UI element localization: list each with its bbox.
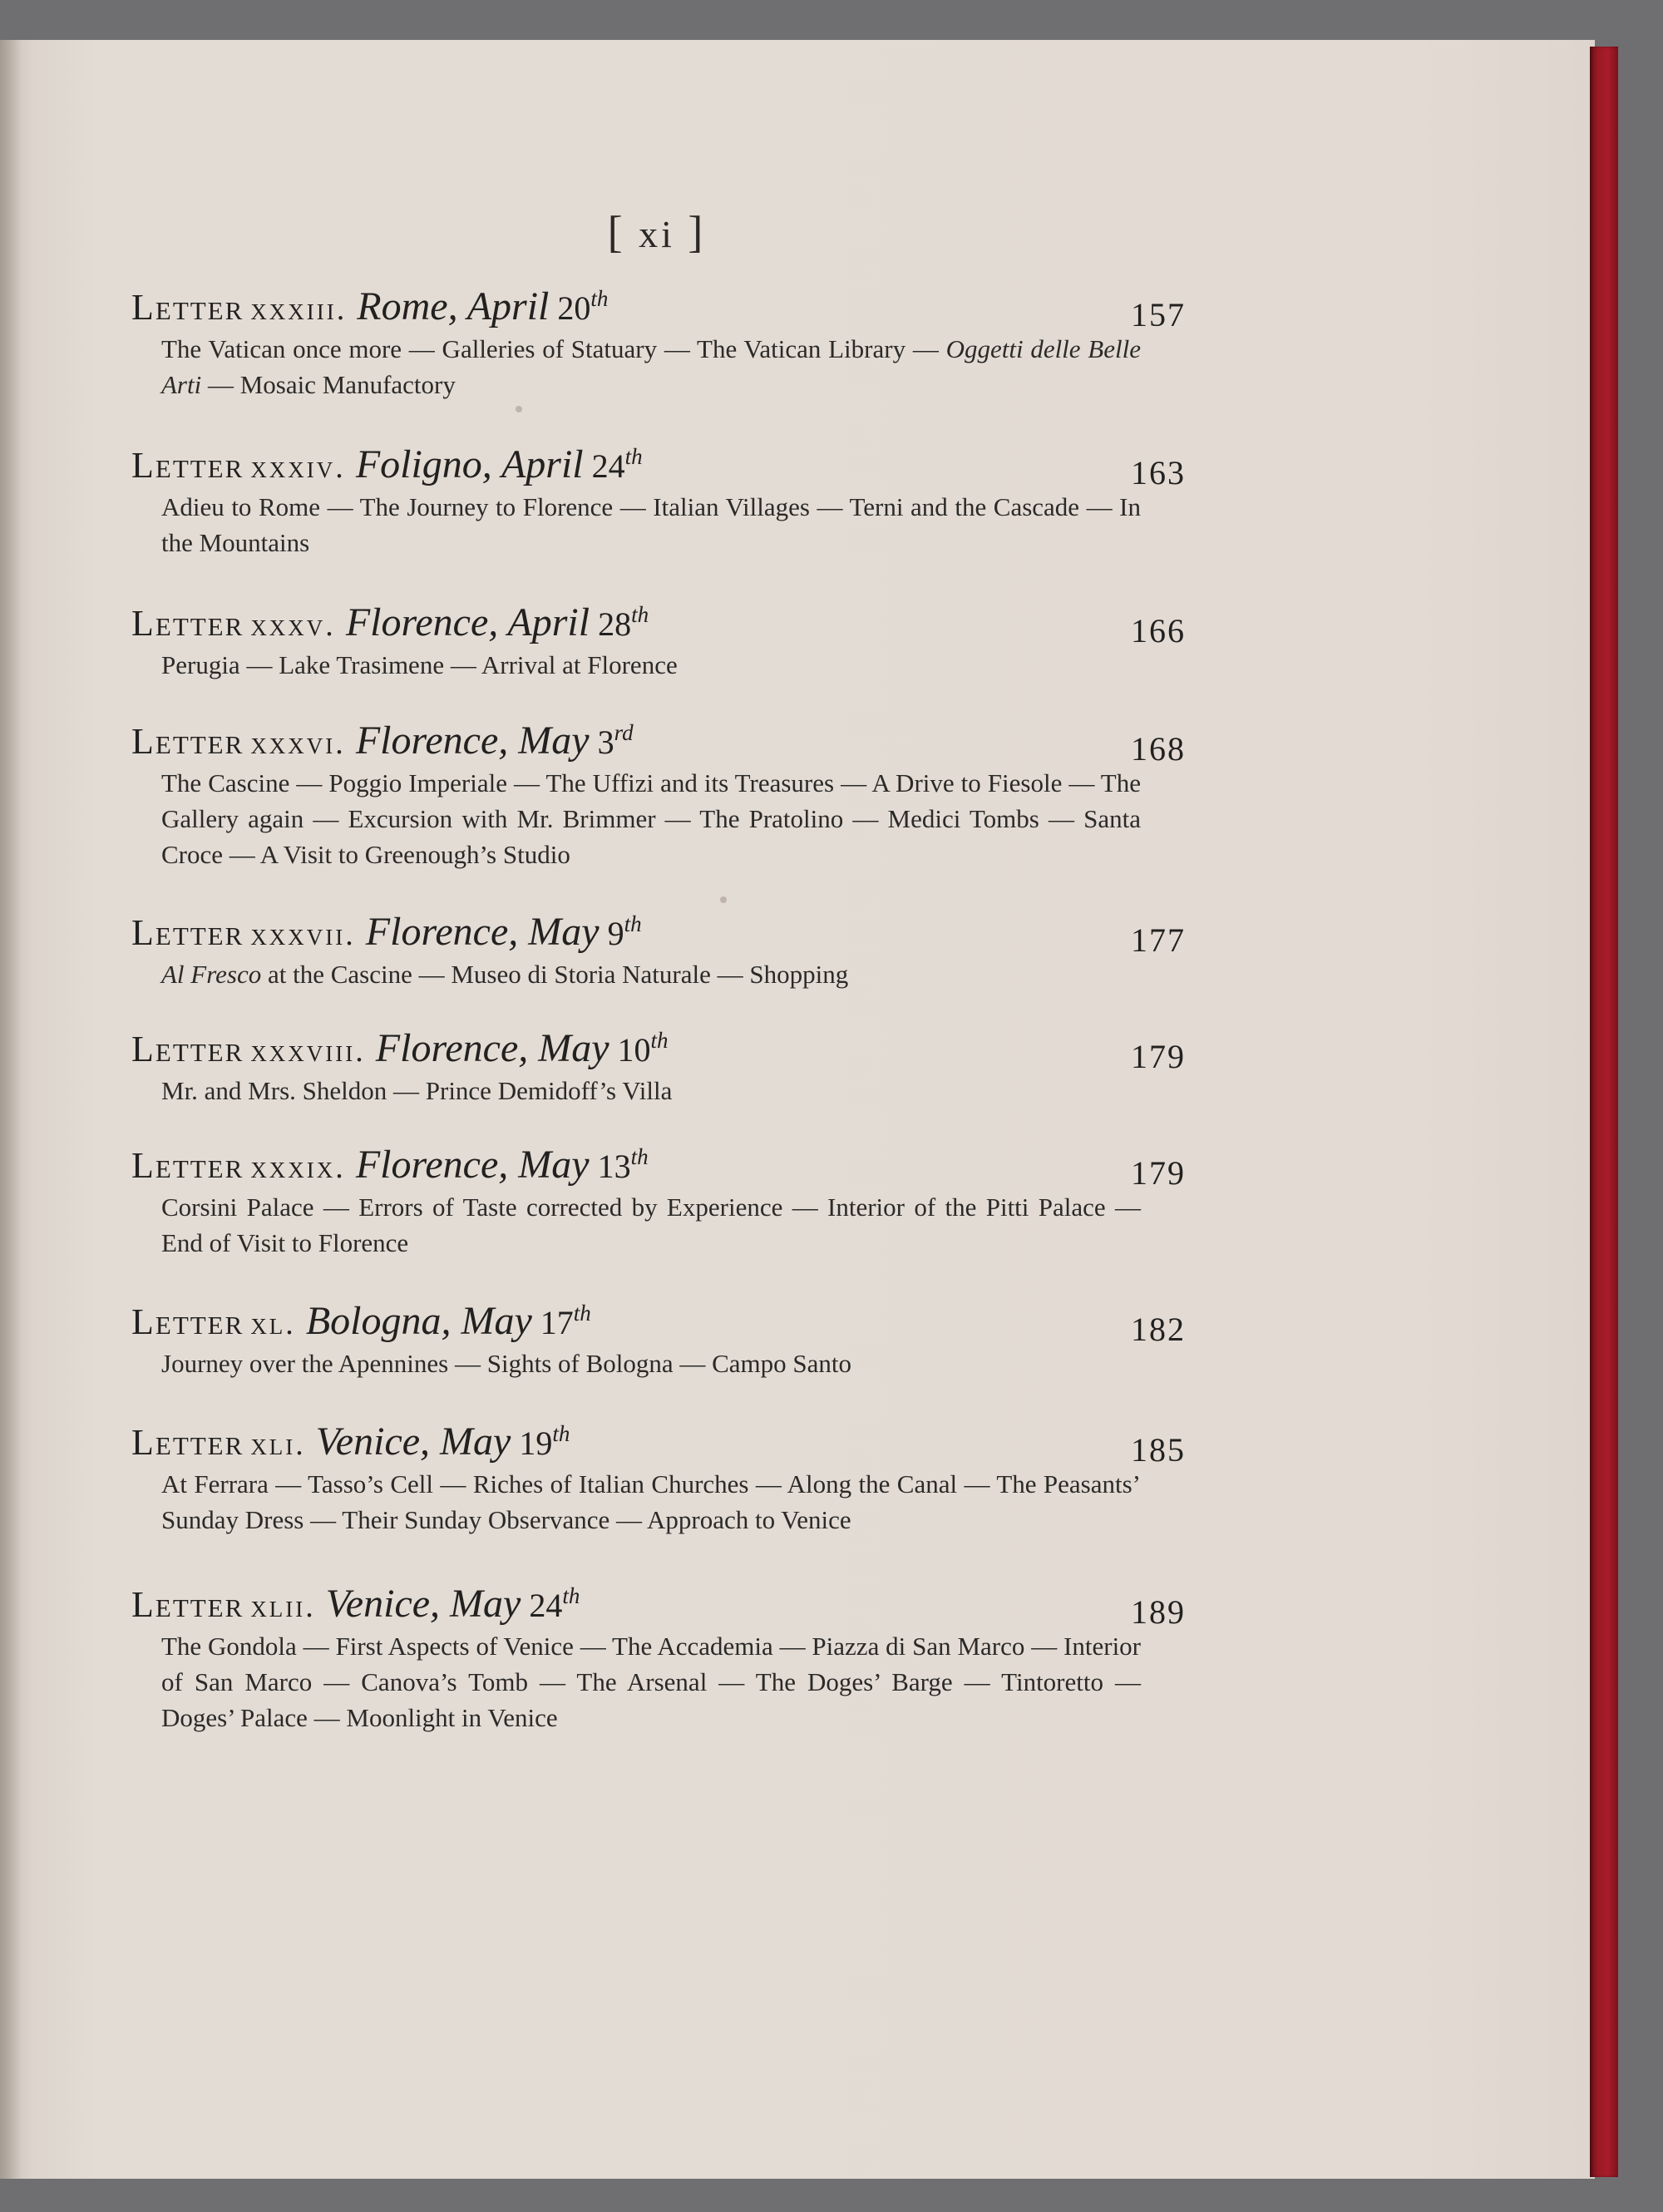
entry-heading [131, 1415, 1186, 1469]
letter-place-date: Rome, April [357, 284, 550, 328]
summary-text: at the Cascine — Museo di Storia Naturale — Shopping [261, 960, 849, 989]
day-suffix: th [631, 602, 649, 627]
letter-label: Letter [131, 1029, 244, 1069]
toc-entry [131, 437, 1186, 595]
letter-numeral: xxxv. [250, 608, 336, 643]
letter-label: Letter [131, 912, 244, 953]
toc-entry [131, 1415, 1186, 1577]
paper-speck [720, 896, 727, 903]
entry-summary: Corsini Palace — Errors of Taste corrected by Experience — Interior of the Pitti Palace — End of Visit to Florence [161, 1192, 1141, 1257]
letter-day: 28 [598, 605, 632, 643]
entry-summary: Mr. and Mrs. Sheldon — Prince Demidoff’s Villa [161, 1076, 673, 1105]
letter-place-date: Florence, May [355, 718, 590, 763]
entry-page-number: 177 [1131, 921, 1186, 959]
entry-page-number: 185 [1131, 1431, 1186, 1469]
entry-heading [131, 595, 1186, 650]
letter-numeral: xxxiv. [250, 450, 346, 485]
entry-heading [131, 905, 1186, 960]
letter-place-date: Florence, April [345, 600, 590, 644]
day-suffix: th [624, 444, 643, 469]
letter-day: 9 [607, 915, 624, 952]
letter-numeral: xlii. [250, 1589, 316, 1624]
letter-numeral: xli. [250, 1427, 306, 1462]
entry-summary [161, 956, 1141, 992]
day-suffix: th [590, 286, 609, 311]
entry-heading [131, 1294, 1186, 1349]
paper-speck [516, 406, 522, 412]
entry-page-number: 179 [1131, 1154, 1186, 1192]
letter-place-date: Venice, May [315, 1420, 511, 1464]
toc-entry [131, 279, 1186, 437]
entry-heading [131, 1021, 1186, 1076]
day-suffix: rd [614, 720, 634, 745]
letter-label: Letter [131, 603, 244, 644]
entry-page-number: 182 [1131, 1311, 1186, 1348]
toc-entry [131, 1577, 1186, 1760]
page-number-header [599, 206, 715, 258]
day-suffix: th [624, 911, 642, 936]
letter-label: Letter [131, 721, 244, 762]
entry-summary: The Cascine — Poggio Imperiale — The Uffizi and its Treasures — A Drive to Fiesole — The Gallery again — Excursion with Mr. Brimmer — The Pratolino — Medici Tombs — Santa Croce — A Visit to Greenough’s Studio [161, 768, 1141, 869]
entry-summary: At Ferrara — Tasso’s Cell — Riches of Italian Churches — Along the Canal — The Peasants’ Sunday Dress — Their Sunday Observance — Approach to Venice [161, 1469, 1141, 1534]
entry-heading [131, 279, 1186, 334]
entry-summary [161, 331, 1141, 402]
toc-entry [131, 905, 1186, 1021]
entry-page-number: 157 [1131, 296, 1186, 333]
day-suffix: th [630, 1144, 649, 1169]
day-suffix: th [650, 1028, 669, 1053]
letter-numeral: xxxvii. [250, 917, 356, 952]
toc-entry [131, 1294, 1186, 1415]
entry-page-number: 168 [1131, 730, 1186, 768]
letter-place-date: Foligno, April [355, 442, 584, 486]
day-suffix: th [573, 1301, 591, 1326]
letter-place-date: Florence, May [355, 1143, 590, 1187]
letter-numeral: xxxvi. [250, 726, 346, 761]
entry-summary: The Gondola — First Aspects of Venice — The Accademia — Piazza di San Marco — Interior of San Marco — Canova’s Tomb — The Arsenal — The Doges’ Barge — Tintoretto — Doges’ Palace — Moonlight in Venice [161, 1632, 1141, 1732]
entry-summary: Adieu to Rome — The Journey to Florence — Italian Villages — Terni and the Cascade — In the Mountains [161, 492, 1141, 557]
day-suffix: th [552, 1421, 570, 1446]
page-number: xi [639, 213, 675, 255]
letter-day: 20 [557, 289, 591, 327]
summary-text: The Vatican once more — Galleries of Statuary — The Vatican Library — [161, 334, 946, 363]
entry-summary: Perugia — Lake Trasimene — Arrival at Florence [161, 650, 678, 679]
letter-day: 17 [540, 1304, 574, 1341]
letter-numeral: xxxviii. [250, 1034, 366, 1069]
letter-day: 19 [519, 1424, 553, 1462]
entry-heading [131, 1138, 1186, 1192]
entry-page-number: 163 [1131, 454, 1186, 491]
day-suffix: th [562, 1583, 580, 1608]
gutter-shadow [0, 40, 22, 2179]
entry-summary: Journey over the Apennines — Sights of Bologna — Campo Santo [161, 1349, 852, 1378]
entry-heading [131, 713, 1186, 768]
table-of-contents [131, 279, 1186, 1760]
letter-label: Letter [131, 1145, 244, 1186]
entry-heading [131, 437, 1186, 492]
letter-label: Letter [131, 287, 244, 328]
entry-heading [131, 1577, 1186, 1632]
letter-place-date: Florence, May [365, 910, 600, 954]
entry-page-number: 179 [1131, 1038, 1186, 1075]
toc-entry [131, 1138, 1186, 1294]
letter-place-date: Florence, May [375, 1026, 609, 1070]
letter-numeral: xxxix. [250, 1150, 346, 1185]
letter-day: 24 [529, 1587, 563, 1624]
bracket-left: [ [607, 207, 626, 257]
entry-page-number: 189 [1131, 1593, 1186, 1631]
book-page [0, 40, 1595, 2179]
letter-label: Letter [131, 1584, 244, 1625]
entry-page-number: 166 [1131, 612, 1186, 649]
letter-label: Letter [131, 445, 244, 486]
letter-day: 3 [597, 723, 614, 761]
summary-italic: Oggetti delle Belle Arti [161, 334, 1141, 399]
toc-entry [131, 595, 1186, 713]
summary-italic: Al Fresco [161, 960, 262, 989]
letter-numeral: xxxiii. [250, 292, 348, 327]
letter-day: 24 [591, 447, 625, 485]
letter-day: 13 [597, 1148, 631, 1185]
summary-tail: — Mosaic Manufactory [201, 370, 456, 399]
letter-label: Letter [131, 1301, 244, 1342]
letter-place-date: Venice, May [325, 1582, 521, 1626]
letter-place-date: Bologna, May [305, 1299, 532, 1343]
letter-numeral: xl. [250, 1306, 296, 1341]
bracket-right: ] [688, 207, 707, 257]
book-cover-edge [1590, 47, 1618, 2177]
toc-entry [131, 713, 1186, 905]
letter-label: Letter [131, 1422, 244, 1463]
letter-day: 10 [617, 1031, 651, 1069]
toc-entry [131, 1021, 1186, 1138]
